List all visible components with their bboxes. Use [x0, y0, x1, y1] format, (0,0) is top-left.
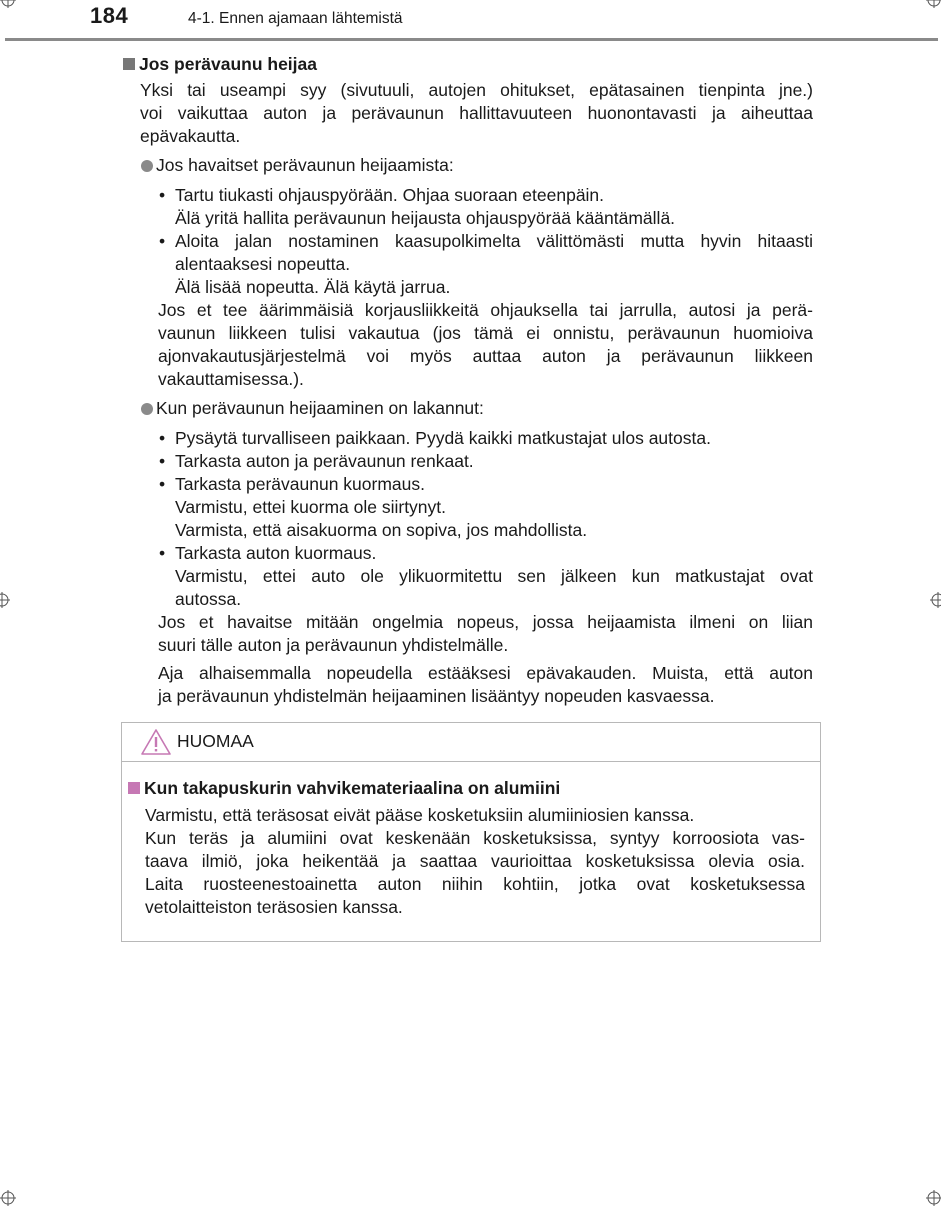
registration-mark-top-left — [0, 0, 16, 8]
square-bullet-icon — [123, 58, 135, 70]
paragraph-line: vakauttamisessa.). — [158, 369, 304, 389]
page-number: 184 — [90, 3, 129, 28]
paragraph-line: Aja alhaisemmalla nopeudella estääksesi epävakauden. Muista, että auton — [158, 663, 813, 683]
intro-line: Yksi tai useampi syy (sivutuuli, autojen ohitukset, epätasainen tienpinta jne.) — [140, 80, 813, 100]
circle-bullet-icon — [141, 160, 153, 172]
warning-triangle-icon — [140, 728, 172, 761]
bullet-dot: • — [159, 428, 166, 448]
registration-mark-top-right — [926, 0, 941, 8]
bullet-line: autossa. — [175, 589, 242, 609]
paragraph-line: ja perävaunun yhdistelmän heijaaminen lisääntyy nopeuden kasvaessa. — [158, 686, 715, 706]
bullet-line: Varmista, että aisakuorma on sopiva, jos mahdollista. — [175, 520, 588, 540]
caution-line: Varmistu, että teräsosat eivät pääse kosketuksiin alumiiniosien kanssa. — [145, 805, 695, 825]
caution-line: vetolaitteiston teräsosien kanssa. — [145, 897, 403, 917]
paragraph-line: ajonvakautusjärjestelmä voi myös auttaa auton ja perävaunun liikkeen — [158, 346, 813, 366]
intro-line: epävakautta. — [140, 126, 241, 146]
bullet-line: Tarkasta auton kuormaus. — [175, 543, 377, 563]
caution-heading: Kun takapuskurin vahvikemateriaalina on alumiini — [128, 777, 560, 800]
caution-line: Laita ruosteenestoainetta auton niihin kohtiin, jotka ovat kosketuksessa — [145, 874, 805, 894]
caution-line: taava ilmiö, joka heikentää ja saattaa vaurioittaa kosketuksissa olevia osia. — [145, 851, 805, 871]
caution-label: HUOMAA — [177, 731, 254, 751]
bullet-line: Tarkasta perävaunun kuormaus. — [175, 474, 425, 494]
bullet-line: Älä lisää nopeutta. Älä käytä jarrua. — [175, 277, 451, 297]
bullet-dot: • — [159, 543, 166, 563]
registration-mark-bottom-right — [926, 1190, 941, 1206]
header-divider — [5, 38, 938, 41]
circle-item-heading: Jos havaitset perävaunun heijaamista: — [141, 154, 454, 177]
bullet-line: Aloita jalan nostaminen kaasupolkimelta välittömästi mutta hyvin hitaasti — [175, 231, 813, 251]
caution-box — [121, 722, 821, 942]
bullet-dot: • — [159, 185, 166, 205]
bullet-line: Pysäytä turvalliseen paikkaan. Pyydä kaikki matkustajat ulos autosta. — [175, 428, 711, 448]
bullet-line: Tarkasta auton ja perävaunun renkaat. — [175, 451, 474, 471]
bullet-line: Varmistu, ettei kuorma ole siirtynyt. — [175, 497, 447, 517]
bullet-dot: • — [159, 231, 166, 251]
bullet-line: Varmistu, ettei auto ole ylikuormitettu sen jälkeen kun matkustajat ovat — [175, 566, 813, 586]
registration-mark-right — [930, 592, 941, 608]
bullet-line: alentaaksesi nopeutta. — [175, 254, 351, 274]
intro-line: voi vaikuttaa auton ja perävaunun hallittavuuteen huonontavasti ja aiheuttaa — [140, 103, 813, 123]
paragraph-line: Jos et havaitse mitään ongelmia nopeus, jossa heijaamista ilmeni on liian — [158, 612, 813, 632]
bullet-dot: • — [159, 474, 166, 494]
circle-item-heading: Kun perävaunun heijaaminen on lakannut: — [141, 397, 484, 420]
paragraph-line: Jos et tee äärimmäisiä korjausliikkeitä ohjauksella tai jarrulla, autosi ja perä- — [158, 300, 813, 320]
paragraph-line: suuri tälle auton ja perävaunun yhdistelmälle. — [158, 635, 509, 655]
bullet-line: Älä yritä hallita perävaunun heijausta ohjauspyörää kääntämällä. — [175, 208, 676, 228]
section-heading: Jos perävaunu heijaa — [123, 53, 317, 76]
caution-header — [122, 723, 820, 762]
bullet-line: Tartu tiukasti ohjauspyörään. Ohjaa suoraan eteenpäin. — [175, 185, 605, 205]
registration-mark-bottom-left — [0, 1190, 16, 1206]
chapter-title: 4-1. Ennen ajamaan lähtemistä — [188, 10, 403, 27]
square-bullet-icon — [128, 782, 140, 794]
caution-line: Kun teräs ja alumiini ovat keskenään kosketuksissa, syntyy korroosiota vas- — [145, 828, 805, 848]
circle-bullet-icon — [141, 403, 153, 415]
paragraph-line: vaunun liikkeen tulisi vakautua (jos tämä ei onnistu, perävaunun huomioiva — [158, 323, 813, 343]
registration-mark-left — [0, 592, 10, 608]
bullet-dot: • — [159, 451, 166, 471]
